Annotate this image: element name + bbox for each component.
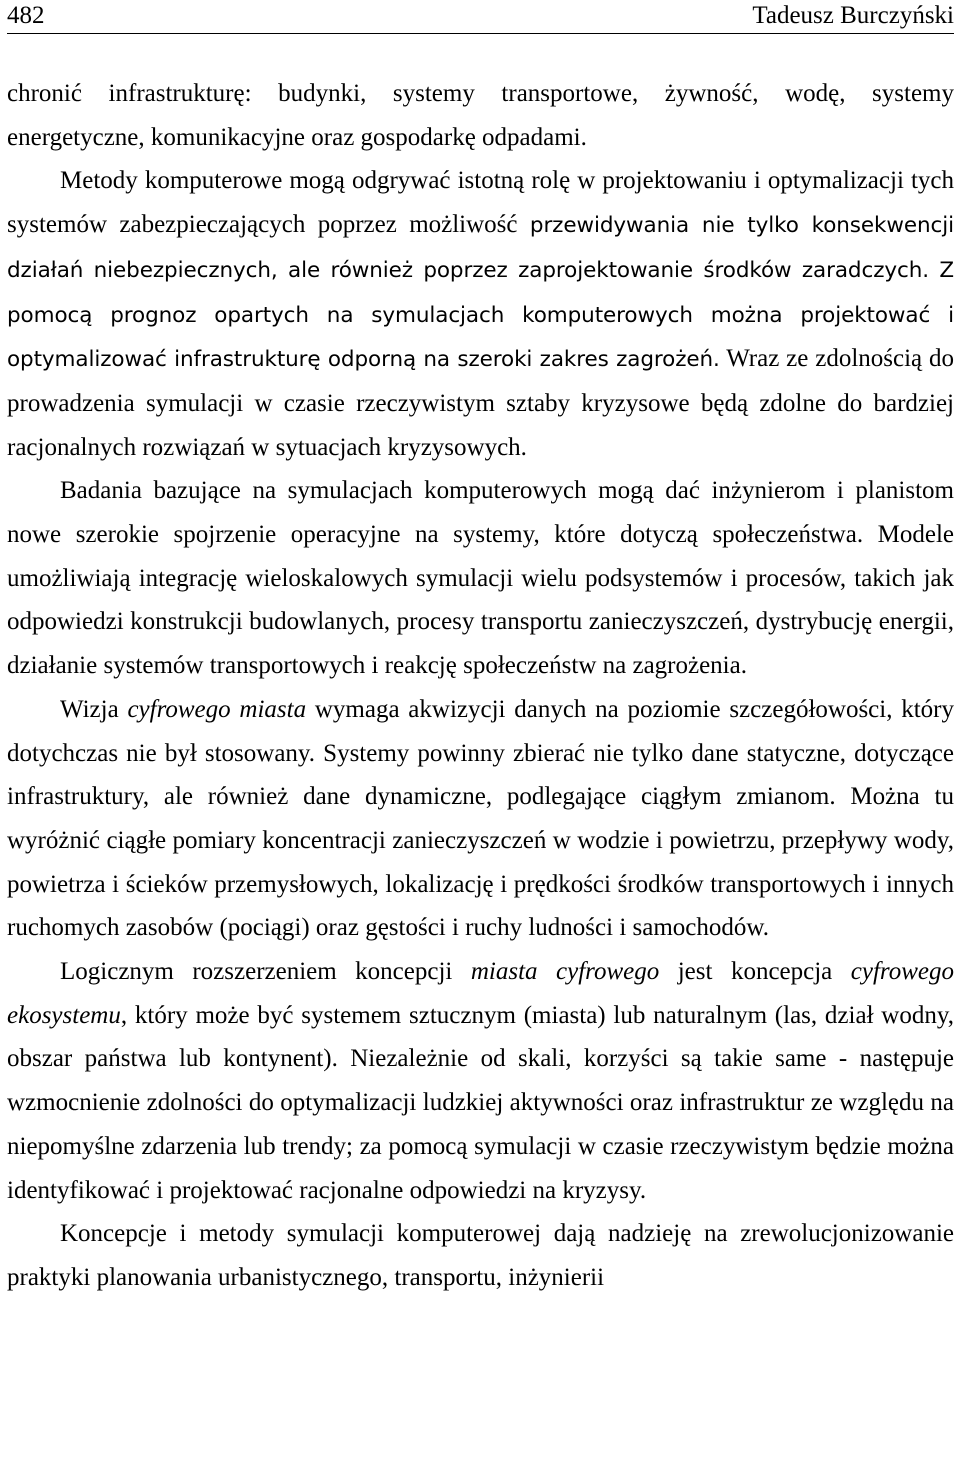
text-run-italic: cyfrowego ekosystemu	[7, 958, 954, 1029]
text-run: Wizja	[60, 695, 128, 723]
paragraph	[7, 469, 954, 688]
text-run: Logicznym rozszerzeniem koncepcji	[60, 958, 471, 986]
paragraph	[7, 950, 954, 1212]
text-run-sans: przewidywania nie tylko konsekwencji działań niebezpiecznych, ale również poprzez zaprojektowanie środków zaradczych. Z pomocą prognoz opartych na symulacjach komputerowych można projektować i optymalizować infrastrukturę odporną na szeroki zakres zagrożeń.	[7, 213, 954, 373]
paragraph	[7, 159, 954, 469]
paragraph	[7, 72, 954, 159]
running-author: Tadeusz Burczyński	[752, 2, 954, 29]
text-run: Metody komputerowe mogą odgrywać istotną rolę w projektowaniu i optymalizacji tych systemów zabezpieczających poprzez możliwość	[7, 167, 954, 239]
text-run: wymaga akwizycji danych na poziomie szczegółowości, który dotychczas nie był stosowany. Systemy powinny zbierać nie tylko dane statyczne, dotyczące infrastruktury, ale również dane dynamiczne, podlegające ciągłym zmianom. Można tu wyróżnić ciągłe pomiary koncentracji zanieczyszczeń w wodzie i powietrzu, przepływy wody, powietrza i ścieków przemysłowych, lokalizację i prędkości środków transportowych i innych ruchomych zasobów (pociągi) oraz gęstości i ruchy ludności i samochodów.	[7, 695, 954, 942]
text-run: , który może być systemem sztucznym (miasta) lub naturalnym (las, dział wodny, obszar państwa lub kontynent). Niezależnie od skali, korzyści są takie same - następuje wzmocnienie zdolności do optymalizacji ludzkiej aktywności oraz infrastruktur ze względu na niepomyślne zdarzenia lub trendy; za pomocą symulacji w czasie rzeczywistym będzie można identyfikować i projektować racjonalne odpowiedzi na kryzysy.	[7, 1001, 954, 1204]
text-run: chronić infrastrukturę: budynki, systemy transportowe, żywność, wodę, systemy energetyczne, komunikacyjne oraz gospodarkę odpadami.	[7, 80, 954, 151]
text-run: jest koncepcja	[659, 958, 851, 986]
body-text	[7, 72, 954, 1300]
paragraph	[7, 1212, 954, 1299]
text-run: Koncepcje i metody symulacji komputerowej dają nadzieję na zrewolucjonizowanie praktyki planowania urbanistycznego, transportu, inżynierii	[7, 1220, 954, 1291]
page-number: 482	[7, 2, 45, 29]
paragraph	[7, 688, 954, 950]
text-run: Badania bazujące na symulacjach komputerowych mogą dać inżynierom i planistom nowe szerokie spojrzenie operacyjne na systemy, które dotyczą społeczeństwa. Modele umożliwiają integrację wieloskalowych symulacji wielu podsystemów i procesów, takich jak odpowiedzi konstrukcji budowlanych, procesy transportu zanieczyszczeń, dystrybucję energii, działanie systemów transportowych i reakcję społeczeństw na zagrożenia.	[7, 477, 954, 680]
text-run: Wraz ze zdolnością do prowadzenia symulacji w czasie rzeczywistym sztaby kryzysowe będą zdolne do bardziej racjonalnych rozwiązań w sytuacjach kryzysowych.	[7, 345, 954, 461]
page-header	[7, 0, 954, 34]
text-run-italic: cyfrowego miasta	[127, 695, 307, 723]
text-run-italic: miasta cyfrowego	[470, 958, 660, 986]
